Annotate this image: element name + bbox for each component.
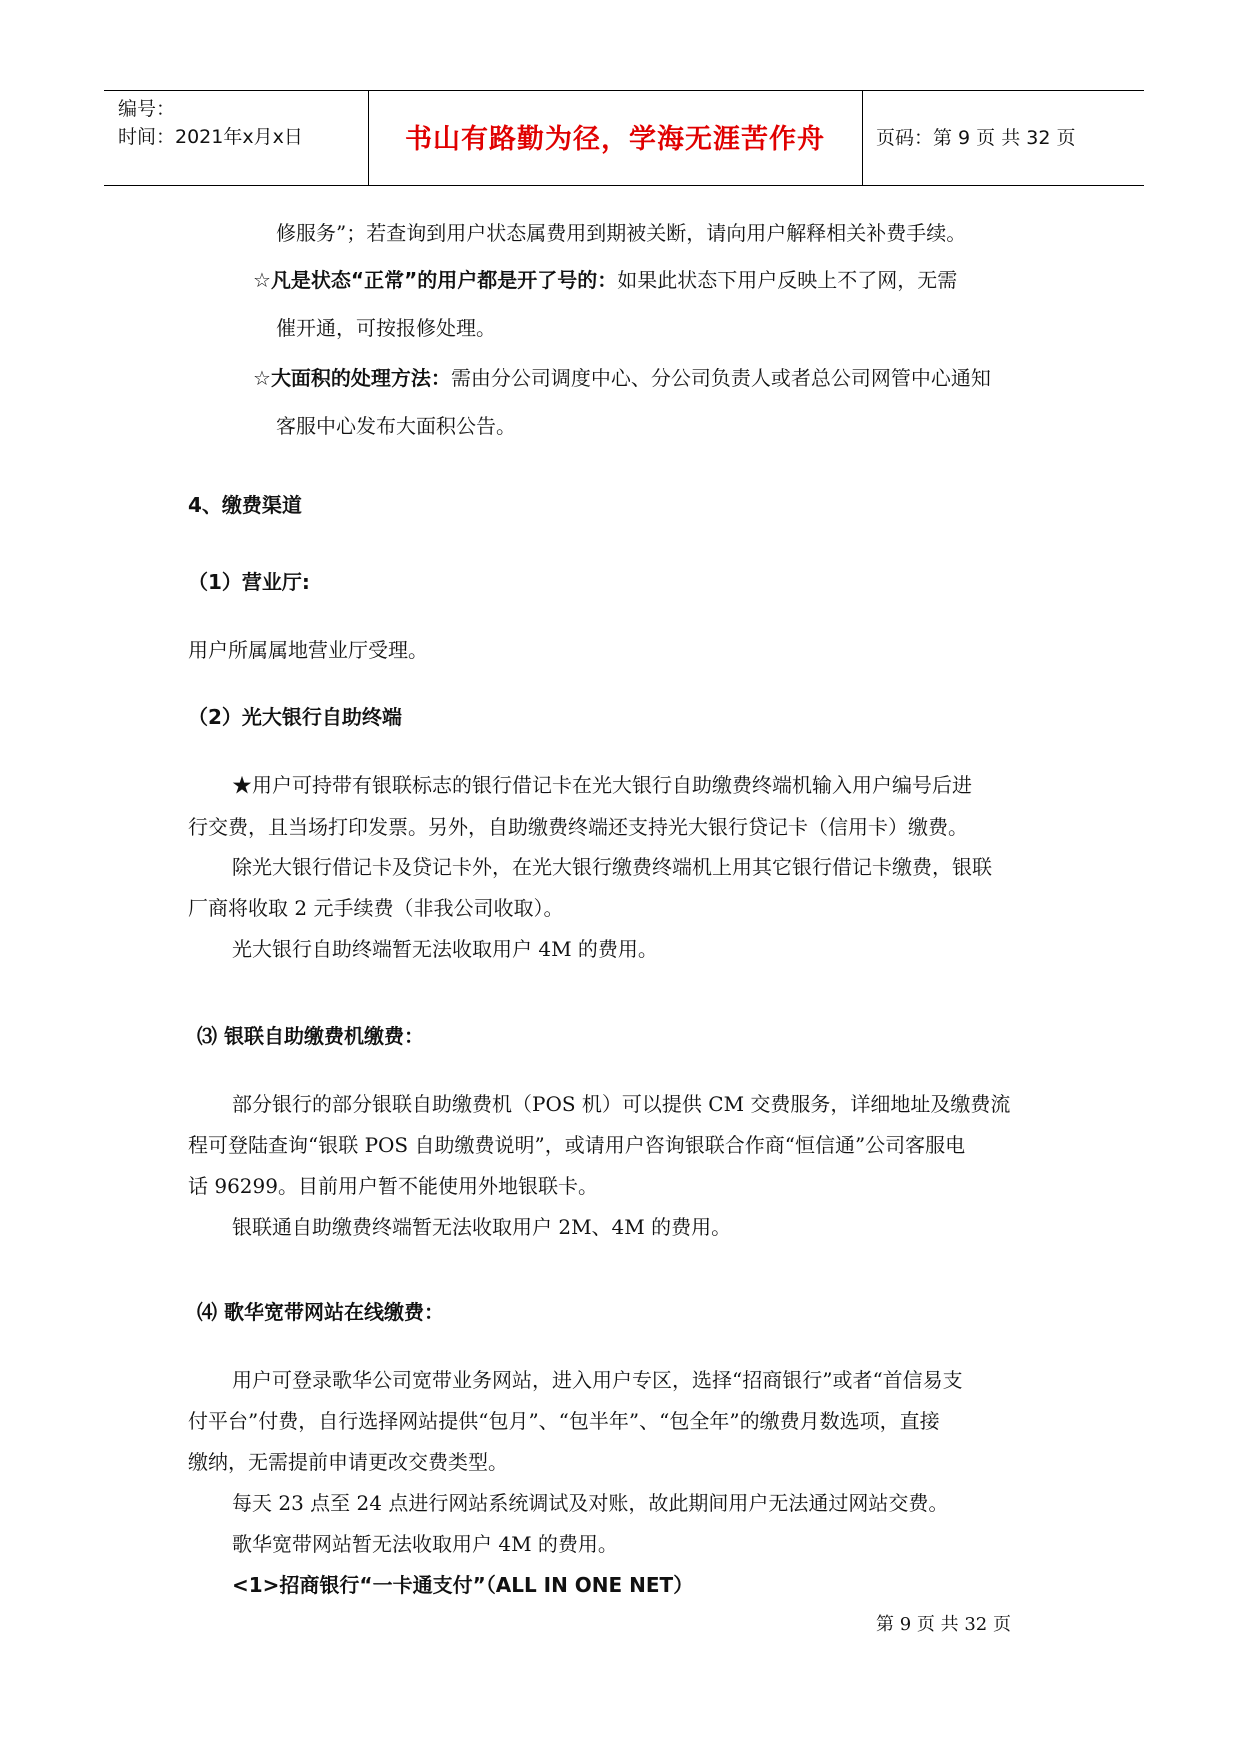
text-line: 部分银行的部分银联自助缴费机（POS 机）可以提供 CM 交费服务，详细地址及缴费流 [232,1092,1011,1116]
subsection-heading: （2）光大银行自助终端 [188,705,402,729]
header-info [118,95,303,151]
text-line [253,364,991,392]
text-line: 程可登陆查询“银联 POS 自助缴费说明”，或请用户咨询银联合作商“恒信通”公司客服电 [188,1133,966,1157]
star-bullet: ☆ [253,268,271,292]
star-bullet: ☆ [253,366,271,390]
text-line: 话 96299。目前用户暂不能使用外地银联卡。 [188,1174,598,1198]
text-line: 修服务”；若查询到用户状态属费用到期被关断，请向用户解释相关补费手续。 [276,221,967,245]
motto: 书山有路勤为径，学海无涯苦作舟 [405,124,825,155]
text-line: 光大银行自助终端暂无法收取用户 4M 的费用。 [232,937,658,961]
header-table [104,90,1144,186]
page-label: 页码：第 9 页 共 32 页 [876,127,1076,149]
text-line: 客服中心发布大面积公告。 [276,414,516,438]
subsection-heading: （1）营业厅: [188,570,310,594]
text-line: 用户所属属地营业厅受理。 [188,638,428,662]
text-line: 催开通，可按报修处理。 [276,316,496,340]
number-label: 编号： [118,98,176,120]
text-line: 缴纳，无需提前申请更改交费类型。 [188,1450,508,1474]
text-line: 行交费，且当场打印发票。另外，自助缴费终端还支持光大银行贷记卡（信用卡）缴费。 [188,815,968,839]
text-line: 付平台”付费，自行选择网站提供“包月”、“包半年”、“包全年”的缴费月数选项，直接 [188,1409,940,1433]
text-line: 银联通自助缴费终端暂无法收取用户 2M、4M 的费用。 [232,1215,732,1239]
page-footer: 第 9 页 共 32 页 [876,1614,1011,1635]
text-span: 如果此状态下用户反映上不了网，无需 [617,268,958,292]
header-divider [862,91,863,185]
bold-term: 凡是状态“正常”的用户都是开了号的： [270,268,618,292]
subsection-heading: ⑶ 银联自助缴费机缴费： [197,1024,424,1048]
subsection-heading: ⑷ 歌华宽带网站在线缴费： [197,1300,444,1324]
section-heading: 4、缴费渠道 [188,493,302,517]
text-line: ★用户可持带有银联标志的银行借记卡在光大银行自助缴费终端机输入用户编号后进 [232,773,972,797]
text-span: 需由分公司调度中心、分公司负责人或者总公司网管中心通知 [450,366,991,390]
text-line: 每天 23 点至 24 点进行网站系统调试及对账，故此期间用户无法通过网站交费。 [232,1491,949,1515]
text-line: 歌华宽带网站暂无法收取用户 4M 的费用。 [232,1532,618,1556]
text-line: 用户可登录歌华公司宽带业务网站，进入用户专区，选择“招商银行”或者“首信易支 [232,1368,963,1392]
text-line: 除光大银行借记卡及贷记卡外，在光大银行缴费终端机上用其它银行借记卡缴费，银联 [232,855,992,879]
subsection-heading: <1>招商银行“一卡通支付”（ALL IN ONE NET） [232,1573,694,1597]
time-label: 时间：2021年x月x日 [118,126,303,148]
text-line: 厂商将收取 2 元手续费（非我公司收取）。 [188,896,564,920]
text-line [253,266,957,294]
bold-term: 大面积的处理方法： [270,366,451,390]
